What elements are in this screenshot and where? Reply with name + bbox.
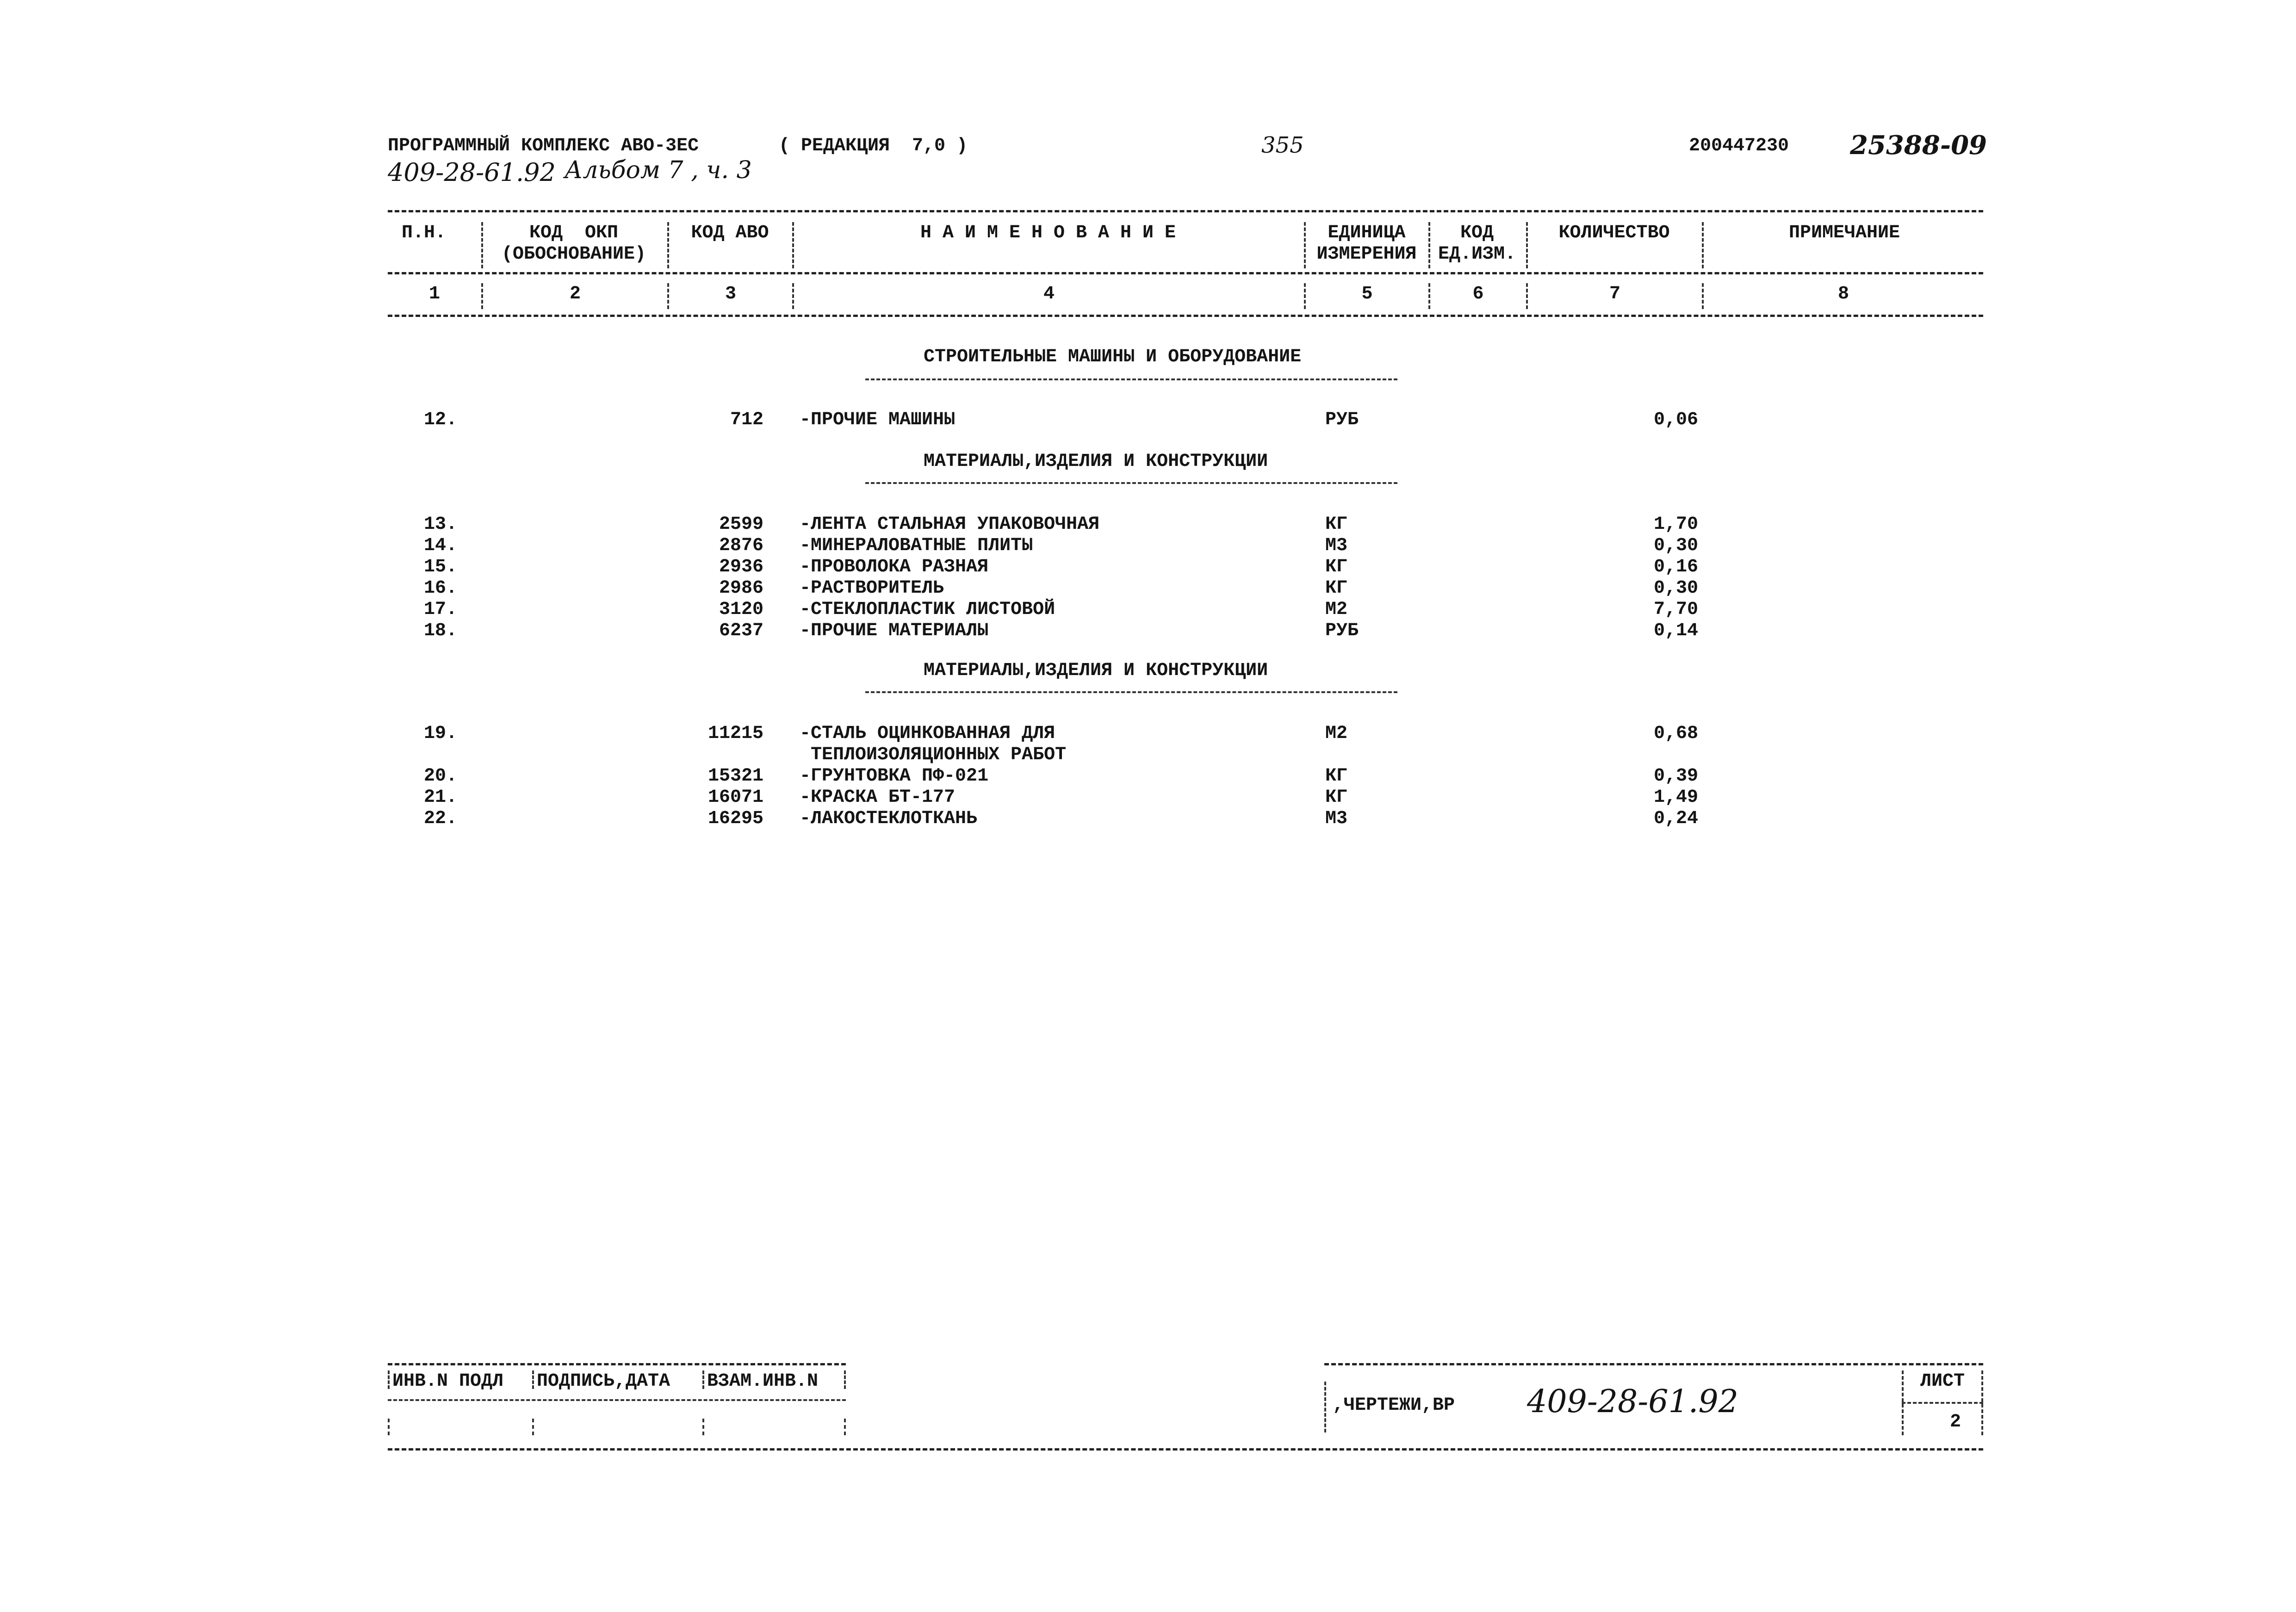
- stamp-top-rule: [388, 1363, 846, 1365]
- stamp-separator: [388, 1419, 390, 1435]
- row-number: 13.: [424, 514, 458, 535]
- col-separator: [481, 222, 483, 268]
- row-unit: КГ: [1325, 578, 1348, 599]
- row-unit: РУБ: [1325, 409, 1359, 430]
- stamp-separator: [702, 1370, 704, 1389]
- col-header-name: Н А И М Е Н О В А Н И Е: [920, 223, 1176, 243]
- title-block-separator: [1981, 1370, 1983, 1435]
- col-header-okp: КОД ОКП: [529, 223, 619, 243]
- col-number: 2: [569, 284, 581, 304]
- drawing-reference: 409-28-61.92: [1527, 1383, 1738, 1420]
- row-code: 2986: [719, 578, 763, 599]
- row-name: -ГРУНТОВКА ПФ-021: [800, 766, 989, 787]
- row-unit: КГ: [1325, 514, 1348, 535]
- row-number: 22.: [424, 808, 458, 829]
- row-number: 16.: [424, 578, 458, 599]
- row-name: -ЛАКОСТЕКЛОТКАНЬ: [800, 808, 978, 829]
- row-number: 17.: [424, 599, 458, 620]
- row-code: 16071: [707, 787, 763, 808]
- row-unit: М2: [1325, 723, 1348, 744]
- stamp-separator: [388, 1370, 390, 1389]
- stamp-separator: [702, 1419, 704, 1435]
- col-number: 4: [1043, 284, 1055, 304]
- row-code: 2599: [719, 514, 763, 535]
- col-header-note: ПРИМЕЧАНИЕ: [1788, 223, 1900, 243]
- row-number: 14.: [424, 535, 458, 556]
- table-header-rule: [388, 272, 1983, 274]
- row-code: 15321: [707, 766, 763, 787]
- col-number: 8: [1837, 284, 1849, 304]
- row-code: 2876: [719, 535, 763, 556]
- row-quantity: 0,24: [1653, 808, 1698, 829]
- row-name: -КРАСКА БТ-177: [800, 787, 956, 808]
- stamp-separator: [844, 1419, 846, 1435]
- section-title: МАТЕРИАЛЫ,ИЗДЕЛИЯ И КОНСТРУКЦИИ: [924, 660, 1268, 681]
- edition: ( РЕДАКЦИЯ 7,0 ): [779, 136, 968, 156]
- row-quantity: 0,14: [1653, 620, 1698, 641]
- sheet-rule: [1902, 1402, 1983, 1404]
- title-block-separator: [1324, 1382, 1326, 1432]
- section-underline: [865, 691, 1397, 693]
- row-code: 11215: [707, 723, 763, 744]
- row-quantity: 0,16: [1653, 557, 1698, 577]
- row-unit: КГ: [1325, 766, 1348, 787]
- row-unit: М2: [1325, 599, 1348, 620]
- section-title: СТРОИТЕЛЬНЫЕ МАШИНЫ И ОБОРУДОВАНИЕ: [924, 347, 1302, 367]
- software-title: ПРОГРАММНЫЙ КОМПЛЕКС АВО-3ЕС: [388, 136, 699, 156]
- row-name: -ПРОЧИЕ МАШИНЫ: [800, 409, 956, 430]
- col-header-okp-sub: (ОБОСНОВАНИЕ): [501, 244, 646, 265]
- stamp-middle-rule: [388, 1399, 846, 1401]
- row-quantity: 1,70: [1653, 514, 1698, 535]
- row-quantity: 1,49: [1653, 787, 1698, 808]
- title-block-top-rule: [1324, 1363, 1983, 1365]
- document-number: 25388-09: [1850, 130, 1987, 161]
- row-code: 2936: [719, 557, 763, 577]
- row-unit: М3: [1325, 535, 1348, 556]
- row-quantity: 0,30: [1653, 535, 1698, 556]
- row-name: -ПРОЧИЕ МАТЕРИАЛЫ: [800, 620, 989, 641]
- col-header-unit-sub: ИЗМЕРЕНИЯ: [1316, 244, 1417, 265]
- row-number: 21.: [424, 787, 458, 808]
- drawings-label: ,ЧЕРТЕЖИ,ВР: [1333, 1395, 1455, 1416]
- sheet-number: 2: [1950, 1412, 1961, 1432]
- row-name: -СТЕКЛОПЛАСТИК ЛИСТОВОЙ: [800, 599, 1055, 620]
- row-name: -РАСТВОРИТЕЛЬ: [800, 578, 944, 599]
- row-number: 20.: [424, 766, 458, 787]
- row-unit: КГ: [1325, 557, 1348, 577]
- sheet-label: ЛИСТ: [1920, 1371, 1965, 1392]
- col-number: 3: [725, 284, 736, 304]
- col-separator: [667, 222, 669, 268]
- stamp-separator: [532, 1419, 534, 1435]
- col-header-unit: ЕДИНИЦА: [1328, 223, 1406, 243]
- project-reference: 409-28-61.92: [388, 158, 556, 187]
- row-name: -МИНЕРАЛОВАТНЫЕ ПЛИТЫ: [800, 535, 1033, 556]
- row-number: 19.: [424, 723, 458, 744]
- row-quantity: 0,06: [1653, 409, 1698, 430]
- row-code: 3120: [719, 599, 763, 620]
- section-underline: [865, 482, 1397, 484]
- header-code: 200447230: [1689, 136, 1789, 156]
- stamp-signature-date: ПОДПИСЬ,ДАТА: [537, 1371, 670, 1392]
- stamp-separator: [844, 1370, 846, 1389]
- col-header-unit-code: КОД: [1460, 223, 1494, 243]
- section-underline: [865, 378, 1397, 380]
- col-separator: [1304, 222, 1306, 268]
- col-number: 1: [428, 284, 440, 304]
- row-quantity: 0,30: [1653, 578, 1698, 599]
- row-name-continued: ТЕПЛОИЗОЛЯЦИОННЫХ РАБОТ: [811, 744, 1067, 765]
- page-bottom-rule: [388, 1448, 1983, 1451]
- col-separator: [1702, 222, 1704, 268]
- row-number: 18.: [424, 620, 458, 641]
- col-header-number: П.Н.: [402, 223, 447, 243]
- row-code: 712: [730, 409, 763, 430]
- row-name: -ПРОВОЛОКА РАЗНАЯ: [800, 557, 989, 577]
- col-number: 6: [1472, 284, 1484, 304]
- page-number: 355: [1261, 132, 1304, 158]
- row-number: 12.: [424, 409, 458, 430]
- col-header-unit-code-sub: ЕД.ИЗМ.: [1438, 244, 1516, 265]
- col-number: 7: [1609, 284, 1620, 304]
- row-name: -СТАЛЬ ОЦИНКОВАННАЯ ДЛЯ: [800, 723, 1055, 744]
- table-numbers-rule: [388, 315, 1983, 317]
- row-unit: М3: [1325, 808, 1348, 829]
- album-reference: Альбом 7 , ч. 3: [565, 156, 752, 184]
- row-quantity: 0,68: [1653, 723, 1698, 744]
- col-separator: [792, 222, 794, 268]
- row-quantity: 7,70: [1653, 599, 1698, 620]
- table-top-rule: [388, 210, 1983, 212]
- row-number: 15.: [424, 557, 458, 577]
- row-name: -ЛЕНТА СТАЛЬНАЯ УПАКОВОЧНАЯ: [800, 514, 1100, 535]
- row-unit: КГ: [1325, 787, 1348, 808]
- row-quantity: 0,39: [1653, 766, 1698, 787]
- stamp-separator: [532, 1370, 534, 1389]
- col-separator: [1428, 222, 1430, 268]
- row-code: 6237: [719, 620, 763, 641]
- row-unit: РУБ: [1325, 620, 1359, 641]
- row-code: 16295: [707, 808, 763, 829]
- col-number: 5: [1361, 284, 1373, 304]
- section-title: МАТЕРИАЛЫ,ИЗДЕЛИЯ И КОНСТРУКЦИИ: [924, 451, 1268, 472]
- col-header-avo: КОД АВО: [691, 223, 769, 243]
- stamp-inv-original: ИНВ.N ПОДЛ: [392, 1371, 504, 1392]
- col-separator: [1526, 222, 1528, 268]
- col-header-quantity: КОЛИЧЕСТВО: [1558, 223, 1670, 243]
- stamp-replaced-inv: ВЗАМ.ИНВ.N: [707, 1371, 819, 1392]
